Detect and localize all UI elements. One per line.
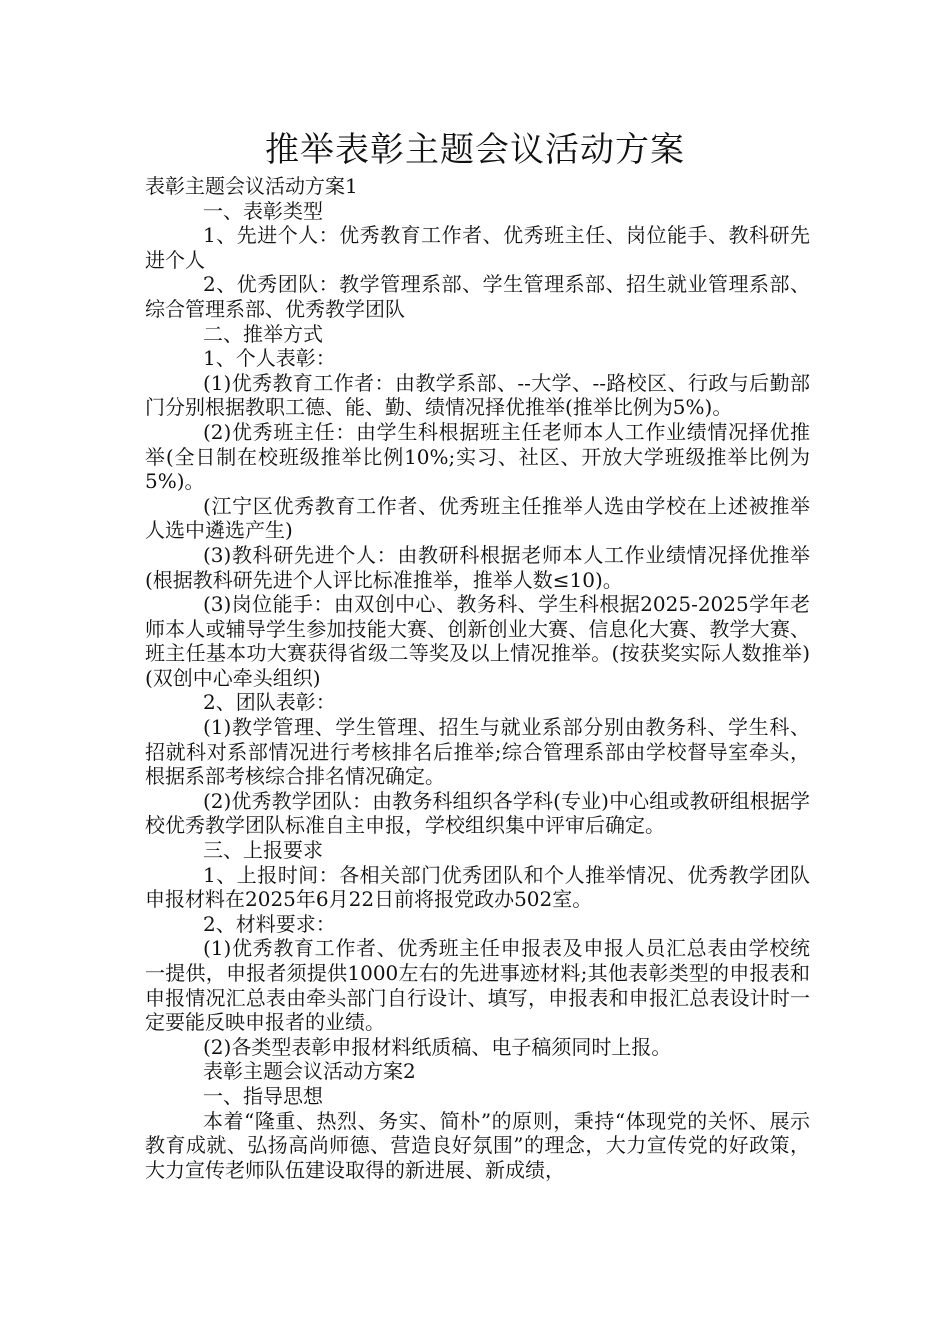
paragraph: 1、先进个人：优秀教育工作者、优秀班主任、岗位能手、教科研先进个人 [145, 223, 810, 272]
paragraph: (1)教学管理、学生管理、招生与就业系部分别由教务科、学生科、招就科对系部情况进行考核排名后推举;综合管理系部由学校督导室牵头，根据系部考核综合排名情况确定。 [145, 715, 810, 789]
paragraph: 表彰主题会议活动方案1 [145, 174, 358, 198]
paragraph: 表彰主题会议活动方案2 [203, 1059, 416, 1084]
paragraph: 2、材料要求： [203, 911, 336, 936]
paragraph: 本着“隆重、热烈、务实、简朴”的原则，秉持“体现党的关怀、展示教育成就、弘扬高尚师德、营造良好氛围”的理念，大力宣传党的好政策，大力宣传老师队伍建设取得的新进展、新成绩， [145, 1108, 810, 1182]
paragraph: (江宁区优秀教育工作者、优秀班主任推举人选由学校在上述被推举人选中遴选产生) [145, 493, 810, 543]
document-title: 推举表彰主题会议活动方案 [265, 130, 685, 170]
paragraph: (2)优秀教学团队：由教务科组织各学科(专业)中心组或教研组根据学校优秀教学团队标准自主申报，学校组织集中评审后确定。 [145, 788, 810, 838]
paragraph: (3)岗位能手：由双创中心、教务科、学生科根据2025-2025学年老师本人或辅导学生参加技能大赛、创新创业大赛、信息化大赛、教学大赛、班主任基本功大赛获得省级二等奖及以上情况推举。(按获奖实际人数推举)(双创中心牵头组织) [145, 592, 810, 690]
paragraph: (3)教科研先进个人：由教研科根据老师本人工作业绩情况择优推举(根据教科研先进个人评比标准推举，推举人数≤10)。 [145, 542, 810, 592]
paragraph: (1)优秀教育工作者、优秀班主任申报表及申报人员汇总表由学校统一提供，申报者须提供1000左右的先进事迹材料;其他表彰类型的申报表和申报情况汇总表由牵头部门自行设计、填写，申报表和申报汇总表设计时一定要能反映申报者的业绩。 [145, 936, 810, 1035]
paragraph: 一、指导思想 [203, 1083, 323, 1108]
paragraph: 二、推举方式 [203, 321, 323, 346]
paragraph: 1、上报时间：各相关部门优秀团队和个人推举情况、优秀教学团队申报材料在2025年6月22日前将报党政办502室。 [145, 862, 810, 912]
paragraph: (2)优秀班主任：由学生科根据班主任老师本人工作业绩情况择优推举(全日制在校班级推举比例10%;实习、社区、开放大学班级推举比例为5%)。 [145, 419, 810, 494]
paragraph: 三、上报要求 [203, 838, 323, 863]
paragraph: 1、个人表彰： [203, 346, 336, 371]
paragraph: (2)各类型表彰申报材料纸质稿、电子稿须同时上报。 [203, 1034, 672, 1059]
paragraph: (1)优秀教育工作者：由教学系部、--大学、--路校区、行政与后勤部门分别根据教职工德、能、勤、绩情况择优推举(推举比例为5%)。 [145, 370, 810, 420]
paragraph: 一、表彰类型 [203, 198, 323, 223]
paragraph: 2、优秀团队：教学管理系部、学生管理系部、招生就业管理系部、综合管理系部、优秀教学团队 [145, 272, 810, 321]
document-body [145, 174, 810, 1182]
paragraph: 2、团队表彰： [203, 690, 336, 715]
